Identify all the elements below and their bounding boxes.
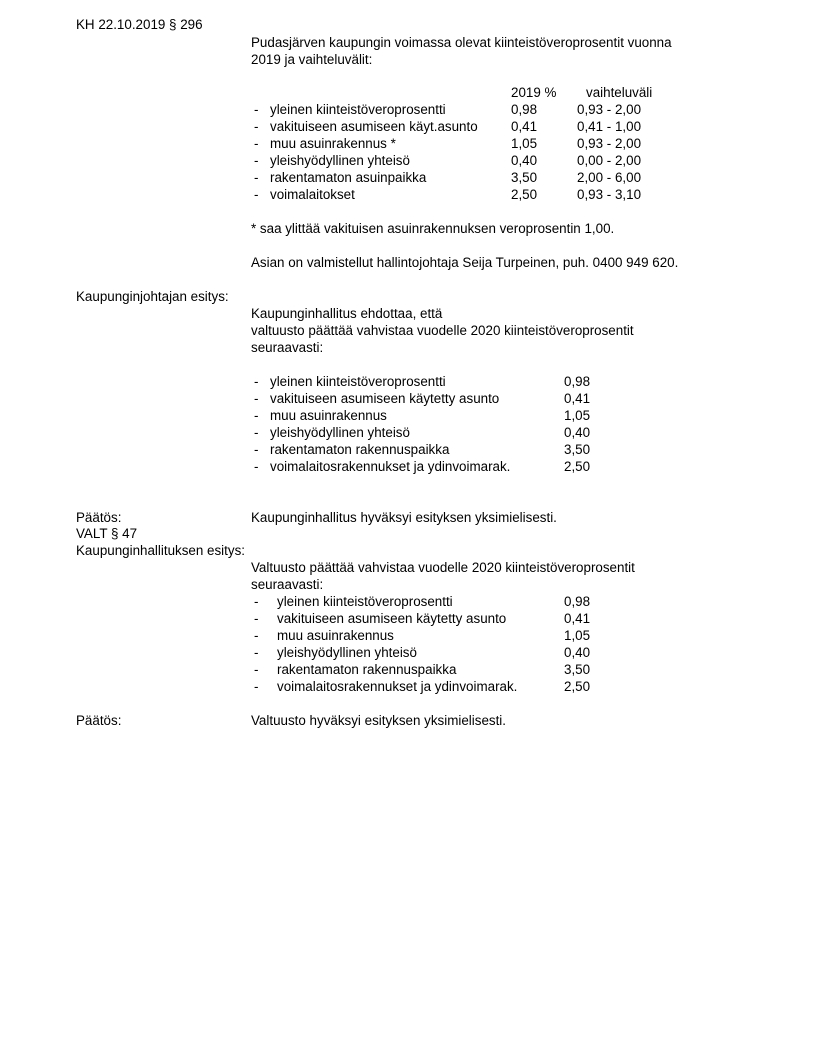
intro-line-1: Pudasjärven kaupungin voimassa olevat kiinteistöveroprosentit vuonna — [251, 35, 672, 50]
table-row — [0, 101, 816, 118]
decision-label: Päätös: — [76, 510, 122, 525]
bullet-dash: - — [254, 187, 259, 202]
row-range: 0,00 - 2,00 — [577, 153, 642, 168]
kj-proposal-line-2: valtuusto päättää vahvistaa vuodelle 2020 kiinteistöveroprosentit — [251, 323, 634, 338]
row-percent: 0,98 — [564, 374, 591, 389]
row-label: vakituiseen asumiseen käyt.asunto — [270, 119, 478, 134]
column-header-range: vaihteluväli — [586, 85, 653, 100]
bullet-dash: - — [254, 594, 259, 609]
table-row — [0, 407, 816, 424]
section-label-kh-proposal: Kaupunginhallituksen esitys: — [76, 543, 245, 558]
bullet-dash: - — [254, 425, 259, 440]
bullet-dash: - — [254, 442, 259, 457]
table-row — [0, 441, 816, 458]
row-percent: 0,41 — [564, 611, 591, 626]
kj-proposal-line-3: seuraavasti: — [251, 340, 324, 355]
bullet-dash: - — [254, 391, 259, 406]
row-percent: 0,40 — [564, 645, 591, 660]
table-row — [0, 118, 816, 135]
bullet-dash: - — [254, 459, 259, 474]
row-label: voimalaitosrakennukset ja ydinvoimarak. — [277, 679, 518, 694]
row-range: 0,93 - 3,10 — [577, 187, 642, 202]
footnote: * saa ylittää vakituisen asuinrakennuksen veroprosentin 1,00. — [251, 221, 615, 236]
preparer-note: Asian on valmistellut hallintojohtaja Seija Turpeinen, puh. 0400 949 620. — [251, 255, 679, 270]
table-row — [0, 661, 816, 678]
row-label: yleishyödyllinen yhteisö — [270, 425, 410, 440]
row-percent: 0,41 — [511, 119, 538, 134]
row-label: rakentamaton rakennuspaikka — [270, 442, 450, 457]
intro-line-2: 2019 ja vaihteluvälit: — [251, 52, 373, 67]
valt-reference: VALT § 47 — [76, 526, 138, 541]
bullet-dash: - — [254, 119, 259, 134]
row-percent: 0,98 — [511, 102, 538, 117]
table-row — [0, 390, 816, 407]
table-row — [0, 458, 816, 475]
row-percent: 2,50 — [564, 679, 591, 694]
row-range: 0,93 - 2,00 — [577, 102, 642, 117]
bullet-dash: - — [254, 102, 259, 117]
table-row — [0, 169, 816, 186]
table-row — [0, 152, 816, 169]
kh-proposal-line-2: seuraavasti: — [251, 577, 324, 592]
row-label: voimalaitosrakennukset ja ydinvoimarak. — [270, 459, 511, 474]
table-row — [0, 610, 816, 627]
bullet-dash: - — [254, 628, 259, 643]
row-label: vakituiseen asumiseen käytetty asunto — [270, 391, 500, 406]
row-percent: 3,50 — [564, 662, 591, 677]
bullet-dash: - — [254, 408, 259, 423]
decision-text: Valtuusto hyväksyi esityksen yksimielisesti. — [251, 713, 507, 728]
row-label: muu asuinrakennus — [270, 408, 387, 423]
row-percent: 0,40 — [511, 153, 538, 168]
table-row — [0, 627, 816, 644]
bullet-dash: - — [254, 611, 259, 626]
row-percent: 3,50 — [564, 442, 591, 457]
row-label: vakituiseen asumiseen käytetty asunto — [277, 611, 507, 626]
section-label-kj-proposal: Kaupunginjohtajan esitys: — [76, 289, 229, 304]
row-label: yleinen kiinteistöveroprosentti — [277, 594, 453, 609]
row-label: yleishyödyllinen yhteisö — [270, 153, 410, 168]
decision-label: Päätös: — [76, 713, 122, 728]
row-percent: 1,05 — [564, 628, 591, 643]
table-row — [0, 135, 816, 152]
bullet-dash: - — [254, 170, 259, 185]
row-label: voimalaitokset — [270, 187, 355, 202]
bullet-dash: - — [254, 136, 259, 151]
row-range: 0,41 - 1,00 — [577, 119, 642, 134]
bullet-dash: - — [254, 645, 259, 660]
row-label: yleishyödyllinen yhteisö — [277, 645, 417, 660]
table-row — [0, 373, 816, 390]
row-label: yleinen kiinteistöveroprosentti — [270, 374, 446, 389]
row-label: muu asuinrakennus — [277, 628, 394, 643]
column-header-2019: 2019 % — [511, 85, 557, 100]
kj-proposal-line-1: Kaupunginhallitus ehdottaa, että — [251, 306, 443, 321]
table-row — [0, 186, 816, 203]
kh-proposal-line-1: Valtuusto päättää vahvistaa vuodelle 2020 kiinteistöveroprosentit — [251, 560, 635, 575]
kh-reference: KH 22.10.2019 § 296 — [76, 17, 203, 32]
row-percent: 2,50 — [564, 459, 591, 474]
table-row — [0, 593, 816, 610]
row-label: rakentamaton asuinpaikka — [270, 170, 427, 185]
bullet-dash: - — [254, 662, 259, 677]
table-row — [0, 424, 816, 441]
row-percent: 2,50 — [511, 187, 538, 202]
row-label: yleinen kiinteistöveroprosentti — [270, 102, 446, 117]
row-percent: 1,05 — [511, 136, 538, 151]
table-row — [0, 678, 816, 695]
row-percent: 0,98 — [564, 594, 591, 609]
row-percent: 0,40 — [564, 425, 591, 440]
row-range: 2,00 - 6,00 — [577, 170, 642, 185]
row-percent: 1,05 — [564, 408, 591, 423]
bullet-dash: - — [254, 374, 259, 389]
row-percent: 3,50 — [511, 170, 538, 185]
row-range: 0,93 - 2,00 — [577, 136, 642, 151]
row-label: rakentamaton rakennuspaikka — [277, 662, 457, 677]
bullet-dash: - — [254, 679, 259, 694]
table-row — [0, 644, 816, 661]
row-label: muu asuinrakennus * — [270, 136, 396, 151]
bullet-dash: - — [254, 153, 259, 168]
row-percent: 0,41 — [564, 391, 591, 406]
decision-text: Kaupunginhallitus hyväksyi esityksen yksimielisesti. — [251, 510, 557, 525]
